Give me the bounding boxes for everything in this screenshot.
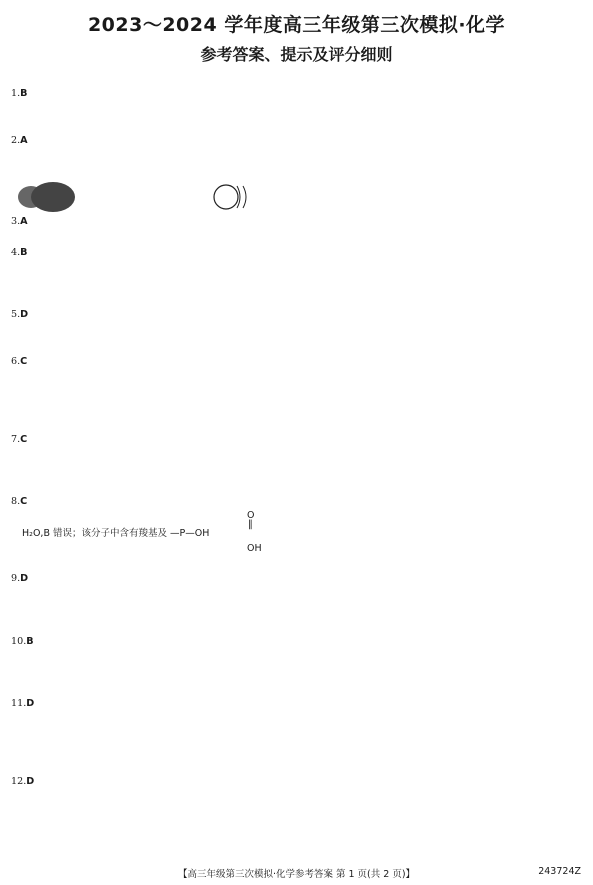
question-number: 11.: [11, 698, 27, 710]
question-number: 7.: [11, 433, 21, 445]
question-number: 2.: [11, 134, 21, 146]
answer-key: D: [26, 698, 35, 710]
answer-key: C: [20, 433, 28, 445]
answer-key: B: [26, 635, 34, 647]
answer-key: D: [20, 309, 29, 321]
answer-item-4: [11, 245, 583, 261]
answer-key: D: [26, 776, 35, 788]
s-p-sigma-bond-orbital-image: [11, 180, 251, 214]
answer-key: C: [20, 355, 28, 367]
answer-key: D: [20, 573, 29, 585]
question-number: 3.: [11, 215, 21, 227]
question-number: 1.: [11, 88, 21, 99]
structure-double-bond: ‖: [248, 518, 253, 530]
footer-code: 243724Z: [538, 866, 581, 877]
footer-page-info: 【高三年级第三次模拟·化学参考答案 第 1 页(共 2 页)】: [177, 869, 416, 880]
answer-key: C: [20, 496, 28, 508]
question-number: 5.: [11, 309, 21, 321]
structure-p-line: H₂O,B 错误；该分子中含有羧基及 —P—OH: [22, 527, 210, 539]
answer-item-7: [11, 432, 583, 448]
question-number: 4.: [11, 246, 21, 258]
question-number: 8.: [11, 496, 21, 508]
phosphorus-structure: [22, 509, 583, 556]
question-number: 10.: [11, 635, 27, 647]
answer-key: A: [20, 134, 28, 146]
answer-key: B: [20, 246, 28, 258]
answer-key: A: [20, 215, 28, 227]
page-title: 2023～2024 学年度高三年级第三次模拟·化学: [87, 14, 506, 36]
answer-item-3: [11, 214, 583, 230]
answer-item-9: [11, 571, 583, 587]
answer-key: B: [20, 88, 28, 99]
answer-item-10: [11, 634, 583, 650]
question-number: 12.: [11, 776, 27, 788]
structure-oh-bottom: OH: [247, 542, 262, 554]
answer-item-2: [11, 133, 583, 149]
answer-item-5: [11, 307, 583, 323]
answer-body: [11, 86, 583, 790]
answer-item-11: [11, 696, 583, 712]
answer-item-12: [11, 774, 583, 790]
structure-o-top: O: [247, 509, 255, 521]
answer-item-8: [11, 494, 583, 510]
page-subtitle: 参考答案、提示及评分细则: [200, 45, 393, 64]
orbital-diagram: [11, 180, 583, 214]
page-footer: [0, 864, 593, 882]
answer-item-1: [11, 86, 583, 102]
question-number: 9.: [11, 573, 21, 585]
answer-item-6: [11, 354, 583, 370]
question-number: 6.: [11, 355, 21, 367]
